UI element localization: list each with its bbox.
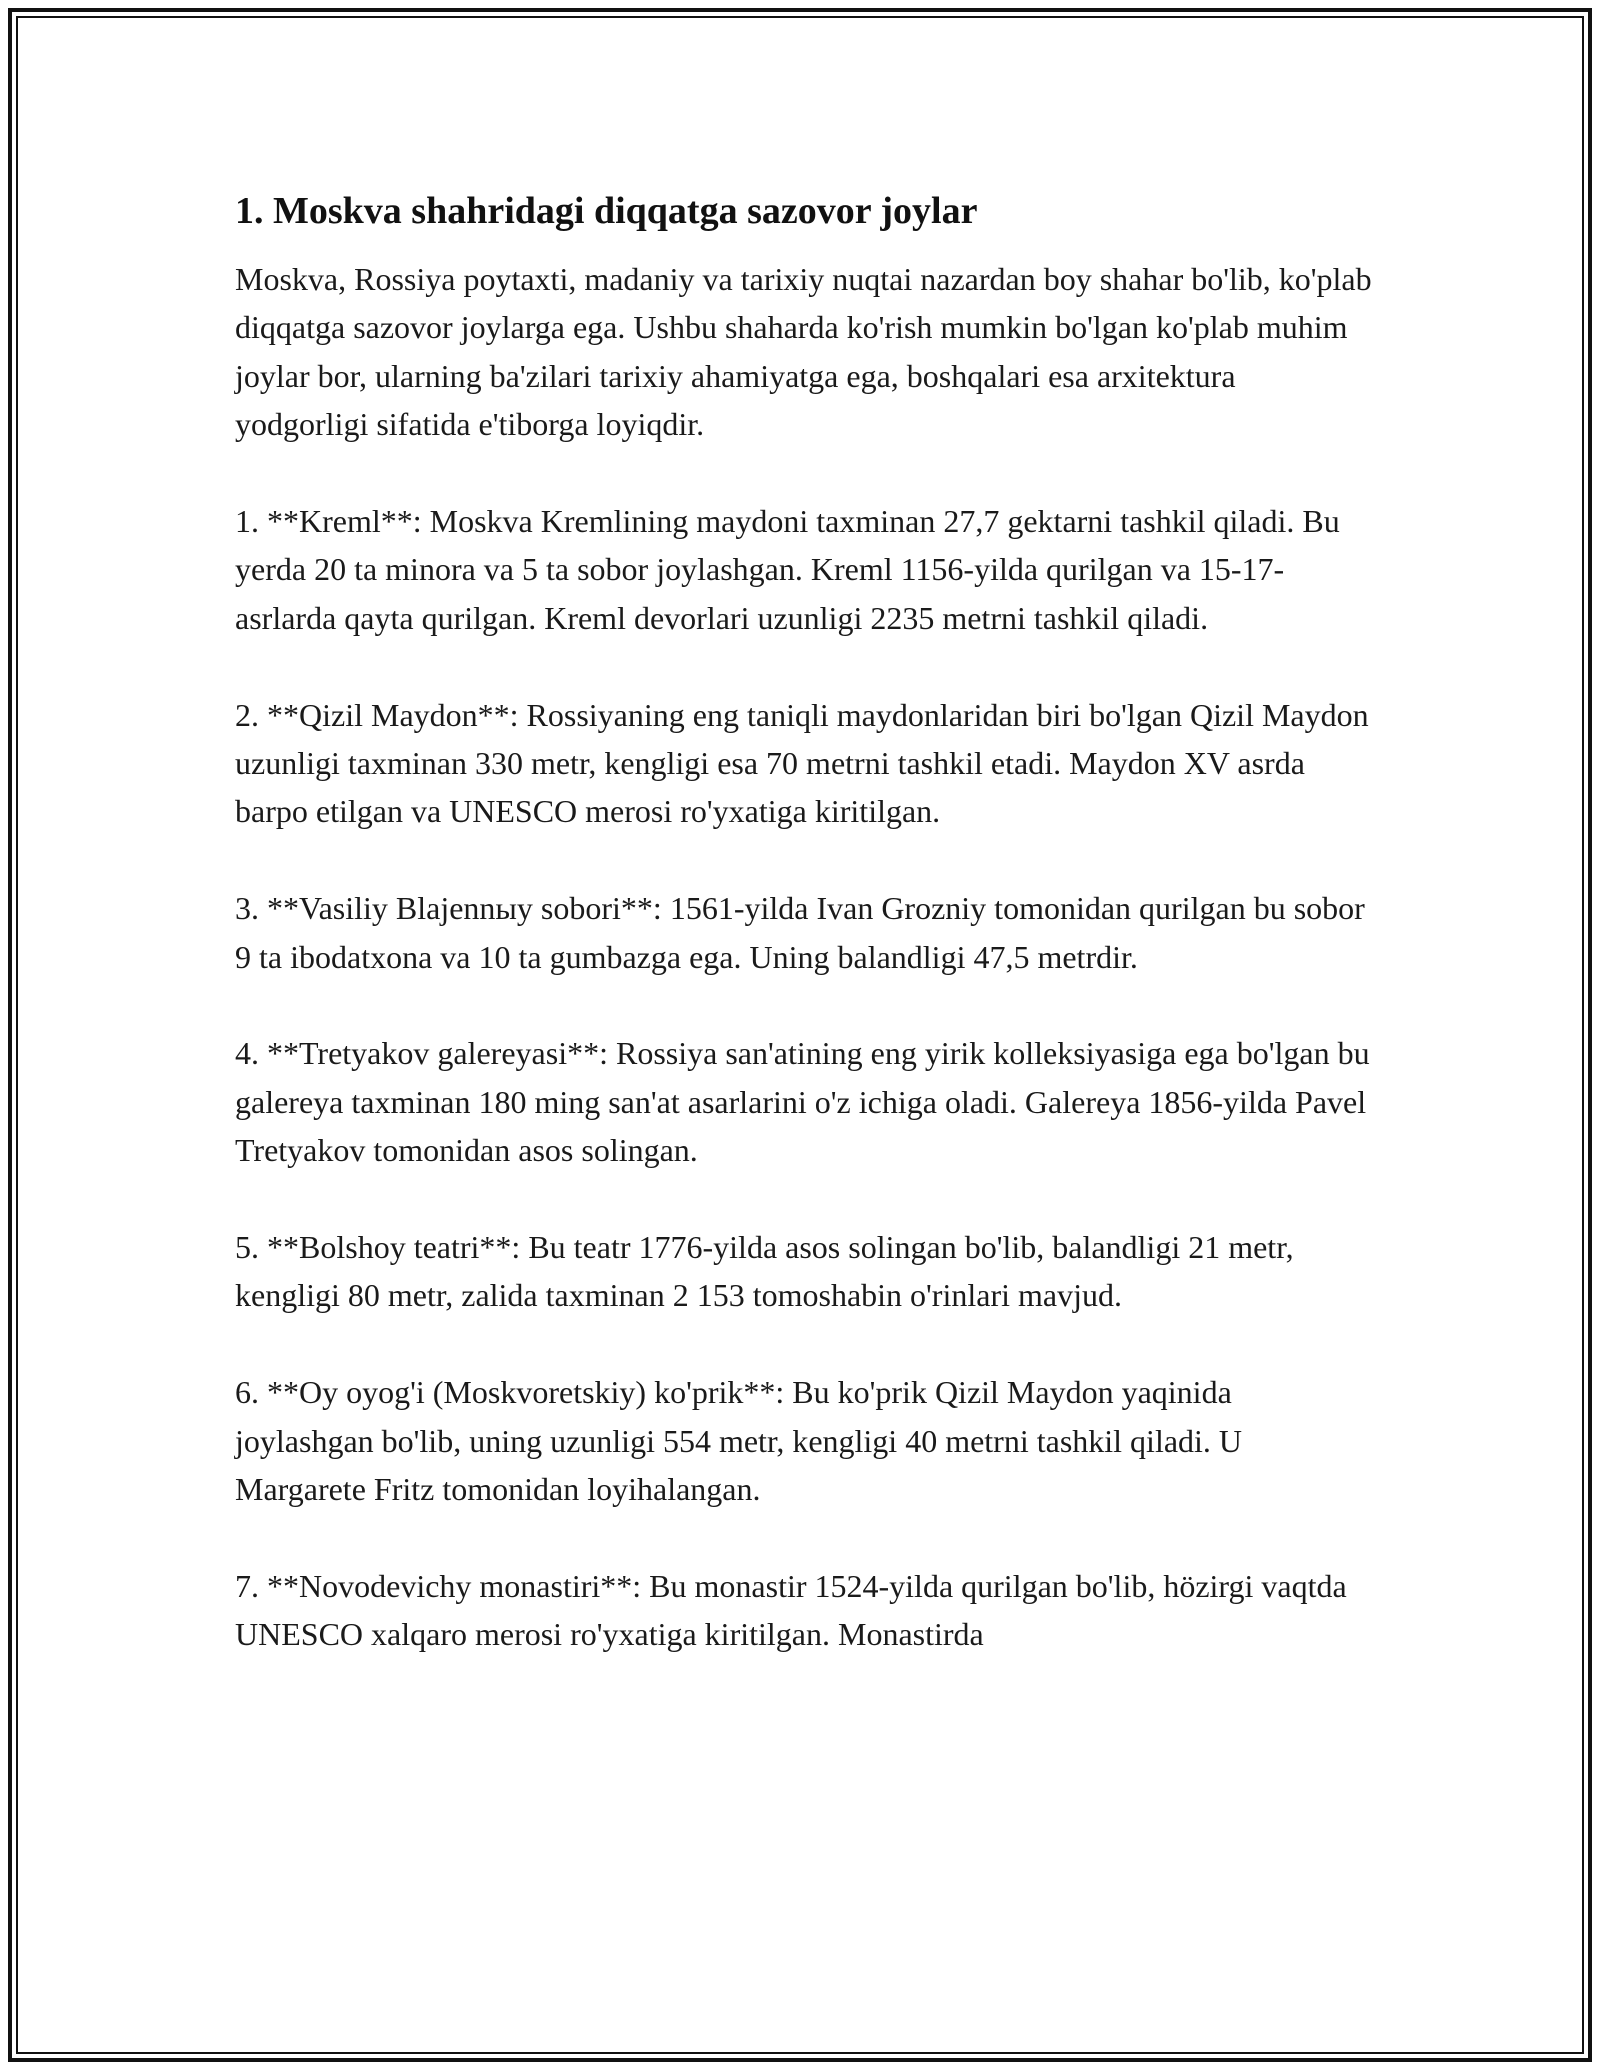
list-item-vasiliy-sobori: 3. **Vasiliy Blajennыy sobori**: 1561-yilda Ivan Grozniy tomonidan qurilgan bu sobor 9 ta ibodatxona va 10 ta gumbazga ega. Uning balandligi 47,5 metrdir. [235,890,1365,975]
document-body [235,185,1375,1659]
list-item-qizil-maydon: 2. **Qizil Maydon**: Rossiyaning eng taniqli maydonlaridan biri bo'lgan Qizil Maydon uzunligi taxminan 330 metr, kengligi esa 70 metrni tashkil etadi. Maydon XV asrda barpo etilgan va UNESCO merosi ro'yxatiga kiritilgan. [235,696,1369,830]
list-item-tretyakov-galereyasi: 4. **Tretyakov galereyasi**: Rossiya san'atining eng yirik kolleksiyasiga ega bo'lgan bu galereya taxminan 180 ming san'at asarlarini o'z ichiga oladi. Galereya 1856-yilda Pavel Tretyakov tomonidan asos solingan. [235,1035,1370,1169]
document-title: 1. Moskva shahridagi diqqatga sazovor joylar [235,190,978,232]
list-item-kreml: 1. **Kreml**: Moskva Kremlining maydoni taxminan 27,7 gektarni tashkil qiladi. Bu yerda 20 ta minora va 5 ta sobor joylashgan. Kreml 1156-yilda qurilgan va 15-17-asrlarda qayta qurilgan. Kreml devorlari uzunligi 2235 metrni tashkil qiladi. [235,503,1340,636]
list-item-bolshoy-teatri: 5. **Bolshoy teatri**: Bu teatr 1776-yilda asos solingan bo'lib, balandligi 21 metr, kengligi 80 metr, zalida taxminan 2 153 tomoshabin o'rinlari mavjud. [235,1229,1294,1314]
list-item-novodevichy-monastiri: 7. **Novodevichy monastiri**: Bu monastir 1524-yilda qurilgan bo'lib, hözirgi vaqtda UNESCO xalqaro merosi ro'yxatiga kiritilgan. Monastirda [235,1567,1347,1653]
intro-paragraph: Moskva, Rossiya poytaxti, madaniy va tarixiy nuqtai nazardan boy shahar bo'lib, ko'plab diqqatga sazovor joylarga ega. Ushbu shaharda ko'rish mumkin bo'lgan ko'plab muhim joylar bor, ularning ba'zilari tarixiy ahamiyatga ega, boshqalari esa arxitektura yodgorligi sifatida e'tiborga loyiqdir. [235,261,1372,443]
list-item-moskvoretskiy-koprik: 6. **Oy oyog'i (Moskvoretskiy) ko'prik**: Bu ko'prik Qizil Maydon yaqinida joylashgan bo'lib, uning uzunligi 554 metr, kengligi 40 metrni tashkil qiladi. U Margarete Fritz tomonidan loyihalangan. [235,1374,1243,1508]
